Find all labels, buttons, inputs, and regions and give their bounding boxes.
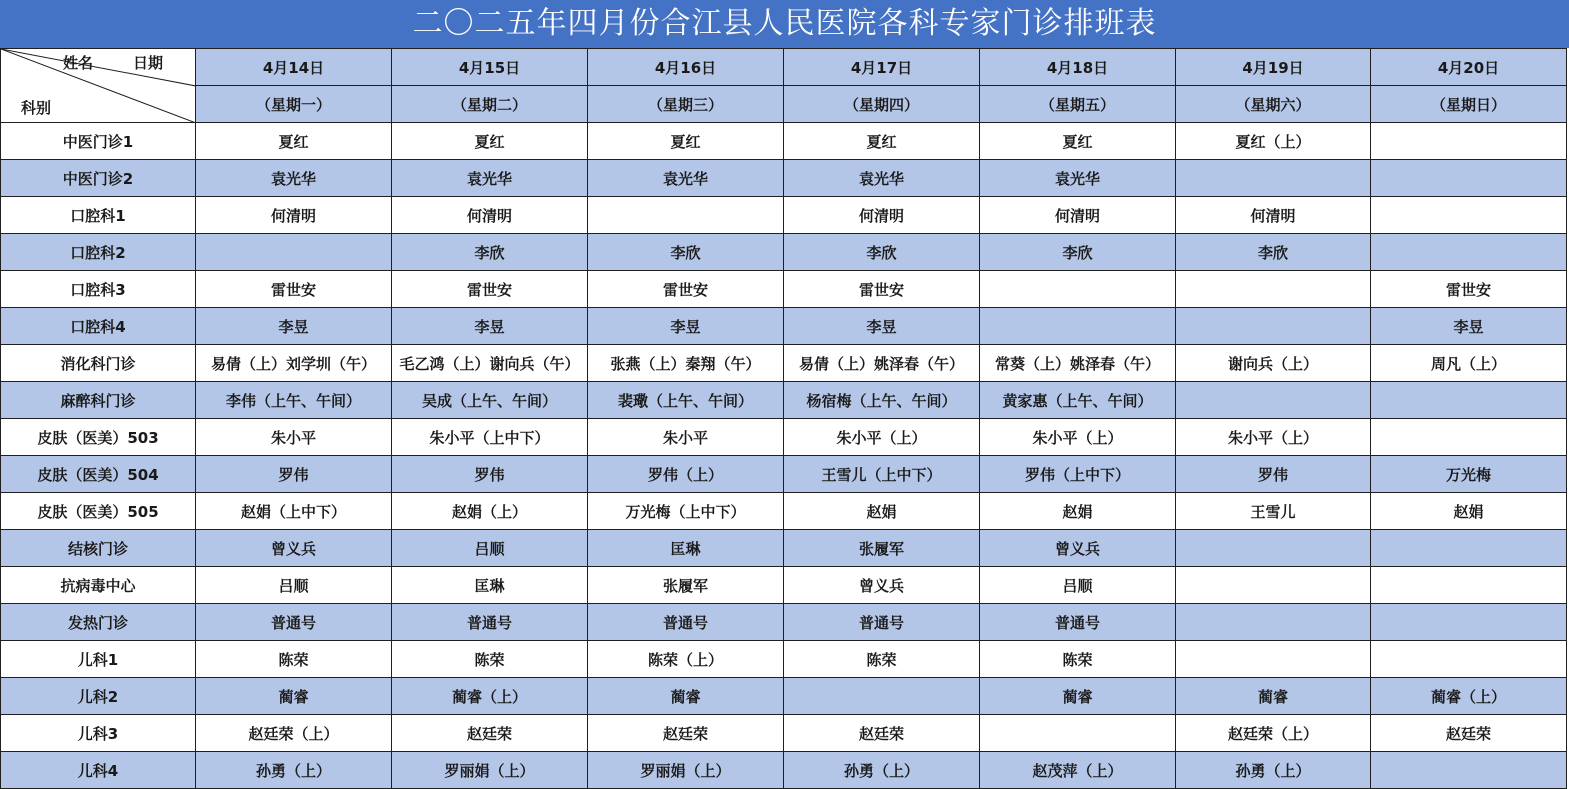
schedule-cell — [1371, 197, 1567, 234]
corner-name-label: 姓名 — [63, 54, 94, 72]
schedule-cell: 蔺睿（上） — [1371, 678, 1567, 715]
schedule-cell: 陈荣（上） — [588, 641, 784, 678]
schedule-cell: 李昱 — [588, 308, 784, 345]
schedule-cell: 夏红 — [588, 123, 784, 160]
schedule-cell — [1176, 641, 1371, 678]
schedule-cell: 蔺睿 — [196, 678, 392, 715]
dept-cell: 儿科2 — [1, 678, 196, 715]
schedule-cell: 吴成（上午、午间） — [392, 382, 588, 419]
schedule-cell: 赵茂萍（上） — [980, 752, 1176, 789]
table-row — [1, 160, 1567, 197]
schedule-cell — [1176, 382, 1371, 419]
table-row — [1, 345, 1567, 382]
dept-cell: 中医门诊1 — [1, 123, 196, 160]
table-row — [1, 234, 1567, 271]
table-row — [1, 271, 1567, 308]
schedule-cell: 夏红 — [784, 123, 980, 160]
dept-cell: 消化科门诊 — [1, 345, 196, 382]
dept-cell: 口腔科3 — [1, 271, 196, 308]
schedule-cell: 李昱 — [1371, 308, 1567, 345]
schedule-cell: 王雪儿 — [1176, 493, 1371, 530]
schedule-cell: 毛乙鸿（上）谢向兵（午） — [392, 345, 588, 382]
schedule-cell: 陈荣 — [196, 641, 392, 678]
dept-cell: 发热门诊 — [1, 604, 196, 641]
schedule-cell: 王雪儿（上中下） — [784, 456, 980, 493]
schedule-cell: 万光梅 — [1371, 456, 1567, 493]
table-row — [1, 530, 1567, 567]
schedule-cell: 蔺睿 — [588, 678, 784, 715]
schedule-cell: 袁光华 — [588, 160, 784, 197]
schedule-cell: 夏红（上） — [1176, 123, 1371, 160]
schedule-cell: 张履军 — [588, 567, 784, 604]
dept-cell: 儿科1 — [1, 641, 196, 678]
schedule-cell: 罗丽娟（上） — [588, 752, 784, 789]
schedule-cell: 张履军 — [784, 530, 980, 567]
schedule-cell — [1371, 641, 1567, 678]
schedule-cell: 何清明 — [196, 197, 392, 234]
schedule-cell: 普通号 — [784, 604, 980, 641]
schedule-cell: 雷世安 — [196, 271, 392, 308]
schedule-cell: 常葵（上）姚泽春（午） — [980, 345, 1176, 382]
schedule-cell: 朱小平（上） — [784, 419, 980, 456]
page-title: 二〇二五年四月份合江县人民医院各科专家门诊排班表 — [0, 0, 1569, 48]
schedule-cell: 袁光华 — [196, 160, 392, 197]
schedule-cell: 李欣 — [784, 234, 980, 271]
schedule-cell — [1371, 567, 1567, 604]
schedule-cell: 何清明 — [980, 197, 1176, 234]
schedule-cell: 罗伟（上中下） — [980, 456, 1176, 493]
schedule-cell: 匡琳 — [392, 567, 588, 604]
header-weekday-cell: （星期六） — [1176, 86, 1371, 123]
schedule-cell: 罗伟 — [392, 456, 588, 493]
schedule-cell: 陈荣 — [784, 641, 980, 678]
schedule-cell: 袁光华 — [784, 160, 980, 197]
schedule-cell: 陈荣 — [980, 641, 1176, 678]
schedule-cell: 李欣 — [588, 234, 784, 271]
schedule-cell: 夏红 — [980, 123, 1176, 160]
schedule-cell — [1176, 567, 1371, 604]
schedule-cell: 罗伟 — [1176, 456, 1371, 493]
dept-cell: 口腔科1 — [1, 197, 196, 234]
schedule-cell: 李欣 — [980, 234, 1176, 271]
schedule-cell: 雷世安 — [784, 271, 980, 308]
corner-dept-label: 科别 — [21, 99, 52, 117]
header-weekday-cell: （星期二） — [392, 86, 588, 123]
dept-cell: 儿科4 — [1, 752, 196, 789]
schedule-cell: 赵廷荣（上） — [196, 715, 392, 752]
header-date-cell: 4月18日 — [980, 49, 1176, 86]
schedule-cell: 赵娟 — [980, 493, 1176, 530]
schedule-cell — [1371, 123, 1567, 160]
schedule-cell: 普通号 — [392, 604, 588, 641]
schedule-cell: 张燕（上）秦翔（午） — [588, 345, 784, 382]
schedule-cell: 袁光华 — [392, 160, 588, 197]
schedule-cell — [1176, 604, 1371, 641]
dept-cell: 皮肤（医美）505 — [1, 493, 196, 530]
header-date-cell: 4月20日 — [1371, 49, 1567, 86]
schedule-cell: 何清明 — [784, 197, 980, 234]
schedule-cell: 李昱 — [784, 308, 980, 345]
schedule-cell: 曾义兵 — [784, 567, 980, 604]
schedule-cell — [980, 715, 1176, 752]
schedule-cell: 夏红 — [392, 123, 588, 160]
schedule-cell: 罗丽娟（上） — [392, 752, 588, 789]
schedule-cell: 吕顺 — [980, 567, 1176, 604]
schedule-cell — [1371, 419, 1567, 456]
header-date-cell: 4月17日 — [784, 49, 980, 86]
schedule-cell: 周凡（上） — [1371, 345, 1567, 382]
schedule-cell — [1176, 308, 1371, 345]
dept-cell: 皮肤（医美）504 — [1, 456, 196, 493]
schedule-cell: 曾义兵 — [980, 530, 1176, 567]
header-weekday-cell: （星期日） — [1371, 86, 1567, 123]
schedule-cell: 蔺睿 — [1176, 678, 1371, 715]
schedule-cell: 朱小平（上） — [980, 419, 1176, 456]
dept-cell: 抗病毒中心 — [1, 567, 196, 604]
schedule-cell: 朱小平 — [588, 419, 784, 456]
schedule-cell: 易倩（上）刘学圳（午） — [196, 345, 392, 382]
schedule-cell: 普通号 — [196, 604, 392, 641]
schedule-cell — [1176, 160, 1371, 197]
schedule-cell — [1176, 530, 1371, 567]
schedule-table — [0, 48, 1567, 789]
schedule-cell: 孙勇（上） — [1176, 752, 1371, 789]
header-weekday-cell: （星期四） — [784, 86, 980, 123]
schedule-cell: 黄家惠（上午、午间） — [980, 382, 1176, 419]
schedule-cell: 普通号 — [980, 604, 1176, 641]
header-date-cell: 4月19日 — [1176, 49, 1371, 86]
dept-cell: 结核门诊 — [1, 530, 196, 567]
schedule-cell — [980, 271, 1176, 308]
schedule-cell: 匡琳 — [588, 530, 784, 567]
schedule-cell: 雷世安 — [588, 271, 784, 308]
schedule-cell: 吕顺 — [196, 567, 392, 604]
header-date-cell: 4月14日 — [196, 49, 392, 86]
schedule-cell: 赵娟 — [784, 493, 980, 530]
schedule-cell — [1371, 752, 1567, 789]
schedule-cell: 朱小平 — [196, 419, 392, 456]
schedule-cell: 陈荣 — [392, 641, 588, 678]
schedule-cell — [1371, 530, 1567, 567]
table-row — [1, 419, 1567, 456]
dept-cell: 皮肤（医美）503 — [1, 419, 196, 456]
schedule-cell: 罗伟 — [196, 456, 392, 493]
schedule-cell — [784, 678, 980, 715]
schedule-cell: 何清明 — [392, 197, 588, 234]
schedule-cell: 赵娟 — [1371, 493, 1567, 530]
corner-date-label: 日期 — [133, 54, 164, 72]
schedule-cell: 李欣 — [1176, 234, 1371, 271]
schedule-cell: 孙勇（上） — [784, 752, 980, 789]
schedule-cell — [1371, 160, 1567, 197]
dept-cell: 中医门诊2 — [1, 160, 196, 197]
schedule-cell — [1371, 604, 1567, 641]
schedule-cell — [1371, 234, 1567, 271]
dept-cell: 口腔科4 — [1, 308, 196, 345]
schedule-cell — [588, 197, 784, 234]
schedule-cell: 裴璥（上午、午间） — [588, 382, 784, 419]
table-row — [1, 752, 1567, 789]
header-date-cell: 4月15日 — [392, 49, 588, 86]
dept-cell: 麻醉科门诊 — [1, 382, 196, 419]
schedule-cell: 杨宿梅（上午、午间） — [784, 382, 980, 419]
schedule-cell: 李欣 — [392, 234, 588, 271]
header-weekday-cell: （星期三） — [588, 86, 784, 123]
header-weekday-cell: （星期一） — [196, 86, 392, 123]
table-row — [1, 197, 1567, 234]
schedule-cell: 袁光华 — [980, 160, 1176, 197]
table-row — [1, 382, 1567, 419]
schedule-cell: 蔺睿 — [980, 678, 1176, 715]
table-row — [1, 641, 1567, 678]
schedule-cell: 李昱 — [196, 308, 392, 345]
schedule-cell: 雷世安 — [392, 271, 588, 308]
schedule-cell — [980, 308, 1176, 345]
schedule-cell: 曾义兵 — [196, 530, 392, 567]
table-row — [1, 456, 1567, 493]
schedule-cell: 万光梅（上中下） — [588, 493, 784, 530]
schedule-cell: 李昱 — [392, 308, 588, 345]
schedule-cell: 罗伟（上） — [588, 456, 784, 493]
schedule-cell: 赵娟（上） — [392, 493, 588, 530]
table-row — [1, 567, 1567, 604]
schedule-cell: 朱小平（上） — [1176, 419, 1371, 456]
schedule-cell: 吕顺 — [392, 530, 588, 567]
schedule-cell: 赵廷荣 — [1371, 715, 1567, 752]
schedule-cell: 夏红 — [196, 123, 392, 160]
schedule-cell: 赵廷荣（上） — [1176, 715, 1371, 752]
schedule-cell — [1371, 382, 1567, 419]
header-date-cell: 4月16日 — [588, 49, 784, 86]
header-weekday-cell: （星期五） — [980, 86, 1176, 123]
dept-cell: 口腔科2 — [1, 234, 196, 271]
schedule-cell: 雷世安 — [1371, 271, 1567, 308]
schedule-cell: 朱小平（上中下） — [392, 419, 588, 456]
schedule-cell: 何清明 — [1176, 197, 1371, 234]
dept-cell: 儿科3 — [1, 715, 196, 752]
header-date-row — [1, 49, 1567, 86]
schedule-cell: 赵娟（上中下） — [196, 493, 392, 530]
schedule-cell: 赵廷荣 — [392, 715, 588, 752]
schedule-cell: 易倩（上）姚泽春（午） — [784, 345, 980, 382]
schedule-cell: 蔺睿（上） — [392, 678, 588, 715]
schedule-cell: 赵廷荣 — [588, 715, 784, 752]
schedule-cell: 普通号 — [588, 604, 784, 641]
table-row — [1, 604, 1567, 641]
table-row — [1, 493, 1567, 530]
schedule-cell: 李伟（上午、午间） — [196, 382, 392, 419]
table-row — [1, 123, 1567, 160]
header-weekday-row — [1, 86, 1567, 123]
table-row — [1, 678, 1567, 715]
schedule-cell — [1176, 271, 1371, 308]
schedule-cell: 孙勇（上） — [196, 752, 392, 789]
schedule-cell — [196, 234, 392, 271]
schedule-cell: 谢向兵（上） — [1176, 345, 1371, 382]
schedule-cell: 赵廷荣 — [784, 715, 980, 752]
table-row — [1, 308, 1567, 345]
header-corner-cell — [1, 49, 196, 123]
table-row — [1, 715, 1567, 752]
